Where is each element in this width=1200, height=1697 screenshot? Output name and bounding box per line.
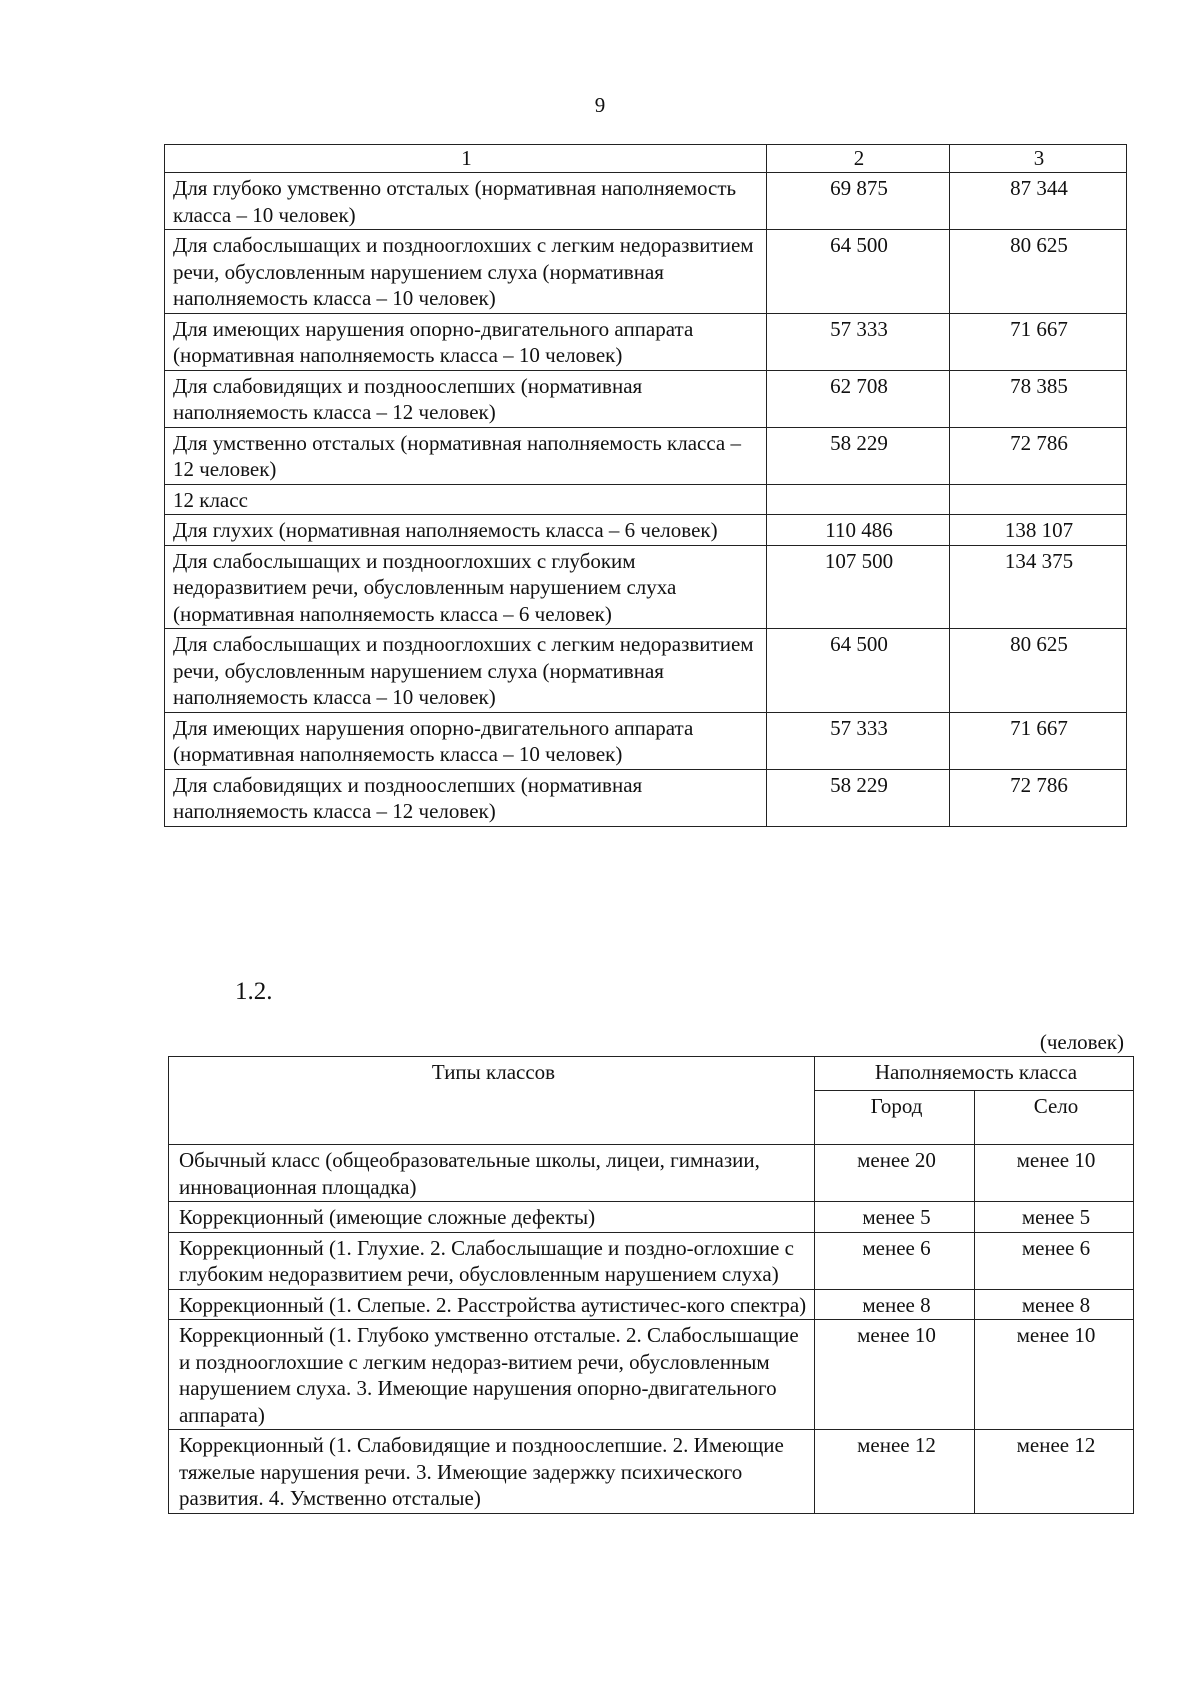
column-header-village: Село [975, 1091, 1134, 1145]
table-row [169, 1145, 1134, 1202]
row-label: Коррекционный (имеющие сложные дефекты) [169, 1202, 815, 1233]
row-value-col2: 69 875 [767, 173, 950, 230]
table-row [165, 515, 1127, 546]
table-row [165, 230, 1127, 314]
row-value-col3: 134 375 [950, 545, 1127, 629]
table-row [165, 427, 1127, 484]
table-header-row [165, 145, 1127, 173]
row-label: Для слабослышащих и позднооглохших с глубоким недоразвитием речи, обусловленным нарушением слуха (нормативная наполняемость класса – 6 человек) [165, 545, 767, 629]
row-label: Обычный класс (общеобразовательные школы, лицеи, гимназии, инновационная площадка) [169, 1145, 815, 1202]
row-value-col2: 107 500 [767, 545, 950, 629]
row-value-city: менее 10 [815, 1320, 975, 1430]
row-label: Для слабослышащих и позднооглохших с легким недоразвитием речи, обусловленным нарушением слуха (нормативная наполняемость класса – 10 человек) [165, 629, 767, 713]
table-row [169, 1202, 1134, 1233]
row-label: Для глубоко умственно отсталых (нормативная наполняемость класса – 10 человек) [165, 173, 767, 230]
column-header-1: 1 [165, 145, 767, 173]
row-label: Для слабовидящих и поздноослепших (нормативная наполняемость класса – 12 человек) [165, 370, 767, 427]
row-value-village: менее 12 [975, 1430, 1134, 1514]
row-label: Для слабослышащих и позднооглохших с легким недоразвитием речи, обусловленным нарушением слуха (нормативная наполняемость класса – 10 человек) [165, 230, 767, 314]
class-capacity-table [168, 1056, 1134, 1514]
row-label: Для имеющих нарушения опорно-двигательного аппарата (нормативная наполняемость класса – 10 человек) [165, 313, 767, 370]
row-value-col3: 87 344 [950, 173, 1127, 230]
row-value-col2: 64 500 [767, 629, 950, 713]
table-section-row [165, 484, 1127, 515]
column-header-types: Типы классов [169, 1057, 815, 1145]
row-value-city: менее 20 [815, 1145, 975, 1202]
row-label: Для умственно отсталых (нормативная наполняемость класса – 12 человек) [165, 427, 767, 484]
row-value-col3: 138 107 [950, 515, 1127, 546]
table-row [165, 712, 1127, 769]
column-header-fill: Наполняемость класса [815, 1057, 1134, 1091]
row-value-col2: 110 486 [767, 515, 950, 546]
table-row [165, 173, 1127, 230]
row-value-village: менее 8 [975, 1289, 1134, 1320]
row-value-village: менее 10 [975, 1145, 1134, 1202]
section-label: 12 класс [165, 484, 767, 515]
row-value-col2: 62 708 [767, 370, 950, 427]
row-value-col2: 57 333 [767, 313, 950, 370]
table-row [165, 769, 1127, 826]
row-label: Коррекционный (1. Глухие. 2. Слабослышащие и поздно-оглохшие с глубоким недоразвитием речи, обусловленным нарушением слуха) [169, 1232, 815, 1289]
row-value-village: менее 6 [975, 1232, 1134, 1289]
table-row [165, 313, 1127, 370]
section-number: 1.2. [235, 978, 273, 1005]
row-value-city: менее 6 [815, 1232, 975, 1289]
row-label: Для имеющих нарушения опорно-двигательного аппарата (нормативная наполняемость класса – 10 человек) [165, 712, 767, 769]
row-value-city: менее 12 [815, 1430, 975, 1514]
row-value-col3: 80 625 [950, 629, 1127, 713]
row-label: Для глухих (нормативная наполняемость класса – 6 человек) [165, 515, 767, 546]
row-label: Коррекционный (1. Глубоко умственно отсталые. 2. Слабослышащие и позднооглохшие с легким недораз-витием речи, обусловленным нарушением слуха. 3. Имеющие нарушения опорно-двигательного аппарата) [169, 1320, 815, 1430]
row-value-col3: 78 385 [950, 370, 1127, 427]
unit-label: (человек) [1039, 1030, 1124, 1054]
column-header-3: 3 [950, 145, 1127, 173]
row-label: Для слабовидящих и поздноослепших (нормативная наполняемость класса – 12 человек) [165, 769, 767, 826]
row-value-col2: 57 333 [767, 712, 950, 769]
row-value-col2 [767, 484, 950, 515]
table-row [169, 1289, 1134, 1320]
column-header-2: 2 [767, 145, 950, 173]
row-value-col3 [950, 484, 1127, 515]
row-value-city: менее 8 [815, 1289, 975, 1320]
table-row [169, 1232, 1134, 1289]
table-row [165, 545, 1127, 629]
row-value-col3: 72 786 [950, 769, 1127, 826]
table-header-row [169, 1057, 1134, 1091]
row-value-col3: 71 667 [950, 712, 1127, 769]
row-label: Коррекционный (1. Слабовидящие и поздноослепшие. 2. Имеющие тяжелые нарушения речи. 3. Имеющие задержку психического развития. 4. Умственно отсталые) [169, 1430, 815, 1514]
row-value-village: менее 5 [975, 1202, 1134, 1233]
row-value-city: менее 5 [815, 1202, 975, 1233]
table-row [169, 1320, 1134, 1430]
row-value-col2: 58 229 [767, 769, 950, 826]
table-row [165, 629, 1127, 713]
column-header-city: Город [815, 1091, 975, 1145]
cost-table [164, 144, 1127, 827]
table-row [169, 1430, 1134, 1514]
table-row [165, 370, 1127, 427]
row-label: Коррекционный (1. Слепые. 2. Расстройства аутистичес-кого спектра) [169, 1289, 815, 1320]
row-value-col2: 64 500 [767, 230, 950, 314]
page-number: 9 [594, 93, 606, 117]
row-value-col2: 58 229 [767, 427, 950, 484]
row-value-col3: 72 786 [950, 427, 1127, 484]
row-value-village: менее 10 [975, 1320, 1134, 1430]
row-value-col3: 71 667 [950, 313, 1127, 370]
row-value-col3: 80 625 [950, 230, 1127, 314]
